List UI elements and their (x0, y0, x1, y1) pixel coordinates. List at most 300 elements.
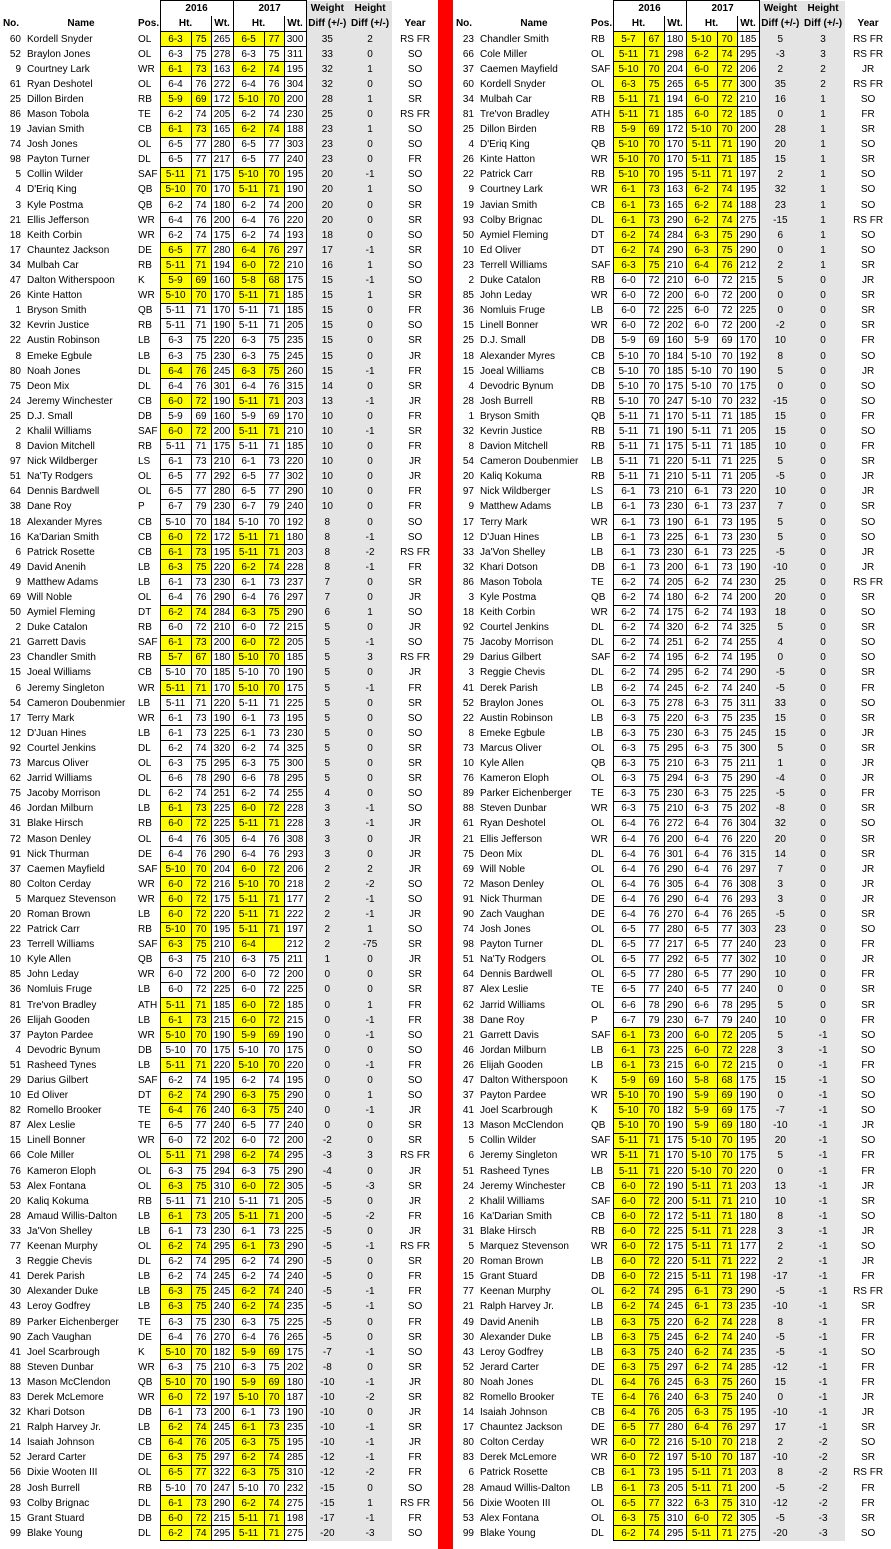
jersey-number: 64 (9, 486, 21, 498)
inches-2017: 76 (717, 847, 737, 862)
weight-2017: 240 (737, 1330, 759, 1345)
weight-2017: 197 (737, 167, 759, 182)
weight-2016: 240 (211, 1118, 233, 1133)
jersey-number: 31 (9, 818, 21, 830)
weight-diff: 3 (306, 816, 348, 831)
weight-diff: 14 (759, 847, 801, 862)
position: TE (138, 1105, 151, 1117)
weight-2017: 295 (284, 1148, 306, 1163)
height-2016: 6-1 (613, 560, 644, 575)
player-name: Blake Hirsch (480, 1225, 537, 1237)
player-name: Marquez Stevenson (480, 1241, 569, 1253)
player-name: Courtel Jenkins (27, 742, 96, 754)
inches-2016: 76 (191, 213, 211, 228)
height-diff: 0 (801, 575, 845, 590)
height-2017: 6-0 (686, 107, 717, 122)
weight-2016: 175 (211, 439, 233, 454)
jersey-number: 17 (9, 244, 21, 256)
inches-2016: 74 (191, 786, 211, 801)
year-header: Year (857, 18, 879, 30)
height-2016: 6-2 (613, 1526, 644, 1541)
inches-2016: 72 (191, 530, 211, 545)
weight-2017: 225 (737, 786, 759, 801)
jersey-number: 76 (462, 773, 474, 785)
weight-2016: 202 (664, 318, 686, 333)
height-2016: 6-3 (613, 1314, 644, 1329)
inches-2016: 71 (644, 439, 664, 454)
height-diff: 1 (348, 62, 392, 77)
height-2016: 6-5 (160, 243, 191, 258)
weight-diff: 3 (306, 847, 348, 862)
height-2016: 6-4 (160, 1435, 191, 1450)
inches-2016: 76 (644, 847, 664, 862)
weight-diff: 5 (306, 756, 348, 771)
class-year: SR (861, 456, 876, 468)
class-year: RS FR (400, 1497, 431, 1509)
position: CB (591, 1467, 605, 1479)
inches-2017: 74 (717, 590, 737, 605)
player-name: D'Eriq King (27, 184, 77, 196)
height-diff: -1 (348, 907, 392, 922)
weight-2016: 225 (211, 726, 233, 741)
player-name: Marcus Oliver (27, 758, 89, 770)
jersey-number: 8 (468, 727, 474, 739)
jersey-number: 93 (9, 1497, 21, 1509)
weight-diff: -20 (759, 1526, 801, 1541)
player-name: Devodric Bynum (480, 380, 554, 392)
weight-2017: 200 (284, 92, 306, 107)
height-2016: 6-2 (160, 198, 191, 213)
class-year: SO (407, 803, 423, 815)
inches-2016: 76 (644, 862, 664, 877)
height-diff: 0 (348, 318, 392, 333)
height-2016: 6-4 (613, 816, 644, 831)
inches-2016: 74 (191, 1088, 211, 1103)
class-year: JR (408, 622, 422, 634)
jersey-number: 80 (9, 878, 21, 890)
pos-header: Pos. (591, 18, 613, 30)
weight-diff: 0 (759, 107, 801, 122)
inches-2017: 70 (264, 1390, 284, 1405)
inches-2016: 75 (191, 1450, 211, 1465)
height-2016: 5-11 (160, 167, 191, 182)
class-year: JR (861, 954, 875, 966)
table-row (453, 1254, 891, 1269)
height-2016: 6-3 (613, 771, 644, 786)
class-year: SO (407, 1346, 423, 1358)
height-diff: 0 (348, 756, 392, 771)
inches-2016: 75 (191, 952, 211, 967)
weight-2016: 225 (211, 816, 233, 831)
inches-2016: 72 (644, 1269, 664, 1284)
weight-2017: 185 (737, 107, 759, 122)
weight-2017: 190 (737, 137, 759, 152)
weight-diff: 8 (306, 530, 348, 545)
inches-2017: 76 (717, 892, 737, 907)
table-row (453, 273, 891, 288)
class-year: RS FR (400, 652, 431, 664)
class-year: SO (860, 1135, 876, 1147)
inches-2017: 71 (717, 1269, 737, 1284)
weight-diff: 8 (306, 515, 348, 530)
jersey-number: 34 (462, 93, 474, 105)
inches-2016: 71 (191, 998, 211, 1013)
jersey-number: 54 (462, 456, 474, 468)
height-2017: 6-2 (686, 590, 717, 605)
weight-diff: 15 (306, 303, 348, 318)
position: LB (138, 984, 151, 996)
inches-2016: 71 (191, 439, 211, 454)
weight-2017: 218 (737, 1435, 759, 1450)
weight-diff: 17 (759, 1420, 801, 1435)
inches-2017: 70 (717, 348, 737, 363)
weight-diff: 7 (759, 499, 801, 514)
player-name: Colby Brignac (480, 214, 543, 226)
table-row (453, 847, 891, 862)
player-name: Chauntez Jackson (480, 1422, 563, 1434)
jersey-number: 54 (9, 697, 21, 709)
inches-2017: 73 (717, 515, 737, 530)
year-2017-header: 2017 (686, 1, 759, 17)
weight-2017: 225 (284, 696, 306, 711)
height-diff: 0 (348, 847, 392, 862)
player-name: Ralph Harvey Jr. (27, 1422, 101, 1434)
table-row (453, 47, 891, 62)
height-diff: 0 (348, 967, 392, 982)
weight-2017: 237 (284, 575, 306, 590)
position: LB (591, 501, 604, 513)
height-2017: 6-0 (233, 1013, 264, 1028)
player-name: Darius Gilbert (27, 1075, 89, 1087)
height-2016: 6-2 (613, 590, 644, 605)
height-2017: 6-2 (233, 1450, 264, 1465)
height-2016: 6-7 (613, 1013, 644, 1028)
position: OL (591, 924, 605, 936)
height-2016: 6-1 (613, 530, 644, 545)
class-year: RS FR (400, 109, 431, 121)
weight-2017: 297 (284, 243, 306, 258)
position: WR (138, 969, 155, 981)
weight-2017: 175 (737, 379, 759, 394)
weight-diff: 7 (306, 590, 348, 605)
position: RB (591, 33, 605, 45)
table-row (453, 605, 891, 620)
player-name: Caemen Mayfield (480, 63, 558, 75)
height-diff: 2 (348, 32, 392, 47)
name-header: Name (67, 18, 95, 30)
weight-diff: 10 (759, 333, 801, 348)
table-row (0, 907, 438, 922)
height-2016: 6-1 (160, 635, 191, 650)
weight-2016: 280 (211, 137, 233, 152)
jersey-number: 16 (462, 1210, 474, 1222)
class-year: FR (861, 1271, 875, 1283)
class-year: FR (861, 682, 875, 694)
position: LB (591, 1301, 604, 1313)
position: WR (591, 1150, 608, 1162)
player-name: Derek McLemore (27, 1391, 104, 1403)
table-row (453, 1450, 891, 1465)
inches-2016: 72 (191, 816, 211, 831)
table-row (0, 288, 438, 303)
table-row (453, 1058, 891, 1073)
height-diff: 0 (801, 439, 845, 454)
height-2016: 5-9 (613, 333, 644, 348)
height-diff: -1 (348, 1239, 392, 1254)
height-2016: 5-9 (160, 273, 191, 288)
weight-2017: 190 (737, 1088, 759, 1103)
height-2016: 6-3 (613, 741, 644, 756)
jersey-number: 83 (9, 1391, 21, 1403)
weight-2017: 200 (737, 590, 759, 605)
weight-2016: 200 (211, 424, 233, 439)
height-2017: 6-2 (233, 228, 264, 243)
weight-2017: 192 (284, 515, 306, 530)
class-year: JR (408, 1437, 422, 1449)
weight-2016: 220 (664, 454, 686, 469)
player-name: Mason Denley (480, 878, 544, 890)
class-year: SO (860, 169, 876, 181)
inches-2016: 72 (644, 1224, 664, 1239)
inches-2016: 71 (191, 1148, 211, 1163)
weight-2016: 175 (211, 167, 233, 182)
weight-2017: 265 (737, 907, 759, 922)
weight-2017: 290 (284, 605, 306, 620)
wt-2016-header: Wt. (211, 16, 233, 32)
player-name: Dennis Bardwell (480, 969, 553, 981)
jersey-number: 25 (462, 124, 474, 136)
height-2016: 6-3 (160, 333, 191, 348)
jersey-number: 10 (462, 758, 474, 770)
jersey-number: 4 (15, 184, 21, 196)
jersey-number: 30 (462, 1331, 474, 1343)
height-2017: 6-0 (686, 288, 717, 303)
height-2016: 6-4 (613, 907, 644, 922)
inches-2016: 71 (644, 454, 664, 469)
weight-2017: 195 (284, 62, 306, 77)
weight-2017: 290 (284, 1254, 306, 1269)
class-year: SO (407, 320, 423, 332)
weight-2016: 185 (664, 107, 686, 122)
height-diff: 0 (801, 484, 845, 499)
height-2017: 5-11 (233, 1511, 264, 1526)
height-2017: 6-1 (233, 1239, 264, 1254)
weight-2016: 190 (664, 1179, 686, 1194)
class-year: JR (408, 1376, 422, 1388)
inches-2017: 71 (717, 454, 737, 469)
class-year: SO (407, 712, 423, 724)
player-name: Payton Turner (27, 154, 90, 166)
class-year: FR (861, 1165, 875, 1177)
class-year: SO (407, 1029, 423, 1041)
weight-2017: 235 (284, 1299, 306, 1314)
weight-2016: 247 (211, 1481, 233, 1496)
inches-2016: 74 (644, 635, 664, 650)
jersey-number: 6 (15, 546, 21, 558)
height-2017: 6-0 (686, 1511, 717, 1526)
table-row (453, 364, 891, 379)
player-name: Jordan Milburn (480, 1044, 547, 1056)
weight-diff: -4 (306, 1164, 348, 1179)
height-2017: 6-2 (686, 198, 717, 213)
height-2016: 6-2 (613, 243, 644, 258)
weight-diff-header: Diff (+/-) (306, 16, 348, 32)
height-diff: -1 (348, 1450, 392, 1465)
position: OL (138, 48, 152, 60)
class-year: SO (407, 259, 423, 271)
inches-2016: 74 (191, 228, 211, 243)
jersey-number: 89 (9, 1316, 21, 1328)
inches-2016: 75 (191, 937, 211, 952)
weight-2016: 290 (211, 1088, 233, 1103)
height-2016: 5-11 (160, 998, 191, 1013)
class-year: SO (860, 1527, 876, 1539)
jersey-number: 20 (9, 1195, 21, 1207)
player-name: Nick Thurman (480, 893, 543, 905)
class-year: SO (860, 395, 876, 407)
weight-2017: 235 (737, 711, 759, 726)
weight-2017: 190 (737, 364, 759, 379)
inches-2017: 74 (717, 1360, 737, 1375)
class-year: FR (861, 109, 875, 121)
jersey-number: 98 (9, 154, 21, 166)
height-diff: -1 (348, 424, 392, 439)
class-year: JR (861, 486, 875, 498)
height-2016: 6-0 (613, 1224, 644, 1239)
position: OL (591, 878, 605, 890)
position: WR (591, 833, 608, 845)
jersey-number: 29 (9, 1075, 21, 1087)
inches-2016: 67 (191, 650, 211, 665)
jersey-number: 72 (9, 833, 21, 845)
weight-2017: 240 (284, 1284, 306, 1299)
jersey-number: 90 (462, 908, 474, 920)
weight-diff: 2 (306, 937, 348, 952)
inches-2016: 74 (191, 1073, 211, 1088)
position: WR (138, 214, 155, 226)
inches-2016: 75 (644, 696, 664, 711)
height-2017: 6-5 (686, 982, 717, 997)
weight-diff: -10 (306, 1375, 348, 1390)
jersey-number: 21 (462, 833, 474, 845)
height-2016: 6-2 (160, 228, 191, 243)
height-2016: 6-4 (160, 1330, 191, 1345)
class-year: SR (861, 1452, 876, 1464)
jersey-number: 19 (9, 124, 21, 136)
height-2017: 6-0 (233, 258, 264, 273)
height-diff: -1 (801, 1254, 845, 1269)
weight-2016: 175 (211, 1043, 233, 1058)
inches-2016: 73 (644, 515, 664, 530)
weight-2017: 240 (737, 982, 759, 997)
inches-2016: 70 (644, 1103, 664, 1118)
weight-diff: 2 (759, 1239, 801, 1254)
inches-2016: 76 (644, 816, 664, 831)
weight-2017: 228 (284, 801, 306, 816)
player-name: Dalton Witherspoon (27, 275, 115, 287)
weight-2017: 297 (737, 1420, 759, 1435)
height-2016: 6-4 (160, 379, 191, 394)
weight-2016: 170 (664, 409, 686, 424)
weight-2016: 200 (664, 288, 686, 303)
class-year: JR (861, 893, 875, 905)
player-name: Duke Catalon (27, 622, 88, 634)
year-2016-header: 2016 (613, 1, 686, 17)
jersey-number: 28 (9, 1210, 21, 1222)
weight-2016: 195 (211, 1073, 233, 1088)
position: CB (591, 1180, 605, 1192)
inches-2017: 72 (264, 635, 284, 650)
weight-2017: 290 (737, 665, 759, 680)
height-diff: 0 (348, 741, 392, 756)
jersey-number: 24 (462, 1180, 474, 1192)
weight-2016: 204 (211, 862, 233, 877)
position: SAF (591, 259, 611, 271)
weight-2016: 292 (664, 952, 686, 967)
right-header-row-2 (453, 16, 891, 32)
table-row (0, 786, 438, 801)
weight-2017: 187 (284, 1390, 306, 1405)
position: WR (138, 712, 155, 724)
height-2016: 6-3 (160, 937, 191, 952)
height-2016: 5-11 (160, 303, 191, 318)
inches-2017: 77 (717, 952, 737, 967)
weight-2017: 230 (284, 726, 306, 741)
height-2017: 6-5 (686, 967, 717, 982)
height-diff: 0 (801, 515, 845, 530)
weight-diff: 15 (306, 273, 348, 288)
weight-diff: -12 (306, 1465, 348, 1480)
weight-diff: 10 (306, 484, 348, 499)
height-2016: 6-0 (613, 1435, 644, 1450)
table-row (0, 771, 438, 786)
weight-diff: -5 (759, 545, 801, 560)
year-2016-header: 2016 (160, 1, 233, 17)
height-2016: 6-1 (160, 711, 191, 726)
table-row (453, 1209, 891, 1224)
class-year: FR (408, 1059, 422, 1071)
position: LS (591, 486, 604, 498)
inches-2016: 76 (191, 590, 211, 605)
height-2016: 6-3 (613, 77, 644, 92)
weight-2016: 280 (664, 922, 686, 937)
player-name: Garrett Davis (480, 1029, 539, 1041)
player-name: D.J. Small (27, 410, 73, 422)
position: CB (591, 365, 605, 377)
jersey-number: 32 (9, 320, 21, 332)
position: QB (138, 184, 153, 196)
height-2017: 5-9 (686, 1088, 717, 1103)
height-diff: 0 (801, 1013, 845, 1028)
no-header: No. (2, 18, 20, 30)
jersey-number: 1 (15, 305, 21, 317)
table-row (453, 1299, 891, 1314)
table-row (453, 1148, 891, 1163)
inches-2016: 73 (191, 545, 211, 560)
weight-2016: 225 (664, 303, 686, 318)
weight-2017: 285 (737, 1360, 759, 1375)
inches-2017: 68 (717, 1073, 737, 1088)
height-2017: 5-10 (686, 1435, 717, 1450)
weight-2017: 190 (284, 1028, 306, 1043)
weight-diff: 5 (759, 515, 801, 530)
inches-2017: 70 (717, 1450, 737, 1465)
height-2017: 6-3 (686, 1496, 717, 1511)
height-diff: 0 (348, 515, 392, 530)
table-row (0, 892, 438, 907)
height-2016: 6-5 (160, 1465, 191, 1480)
height-2016: 6-2 (160, 1254, 191, 1269)
